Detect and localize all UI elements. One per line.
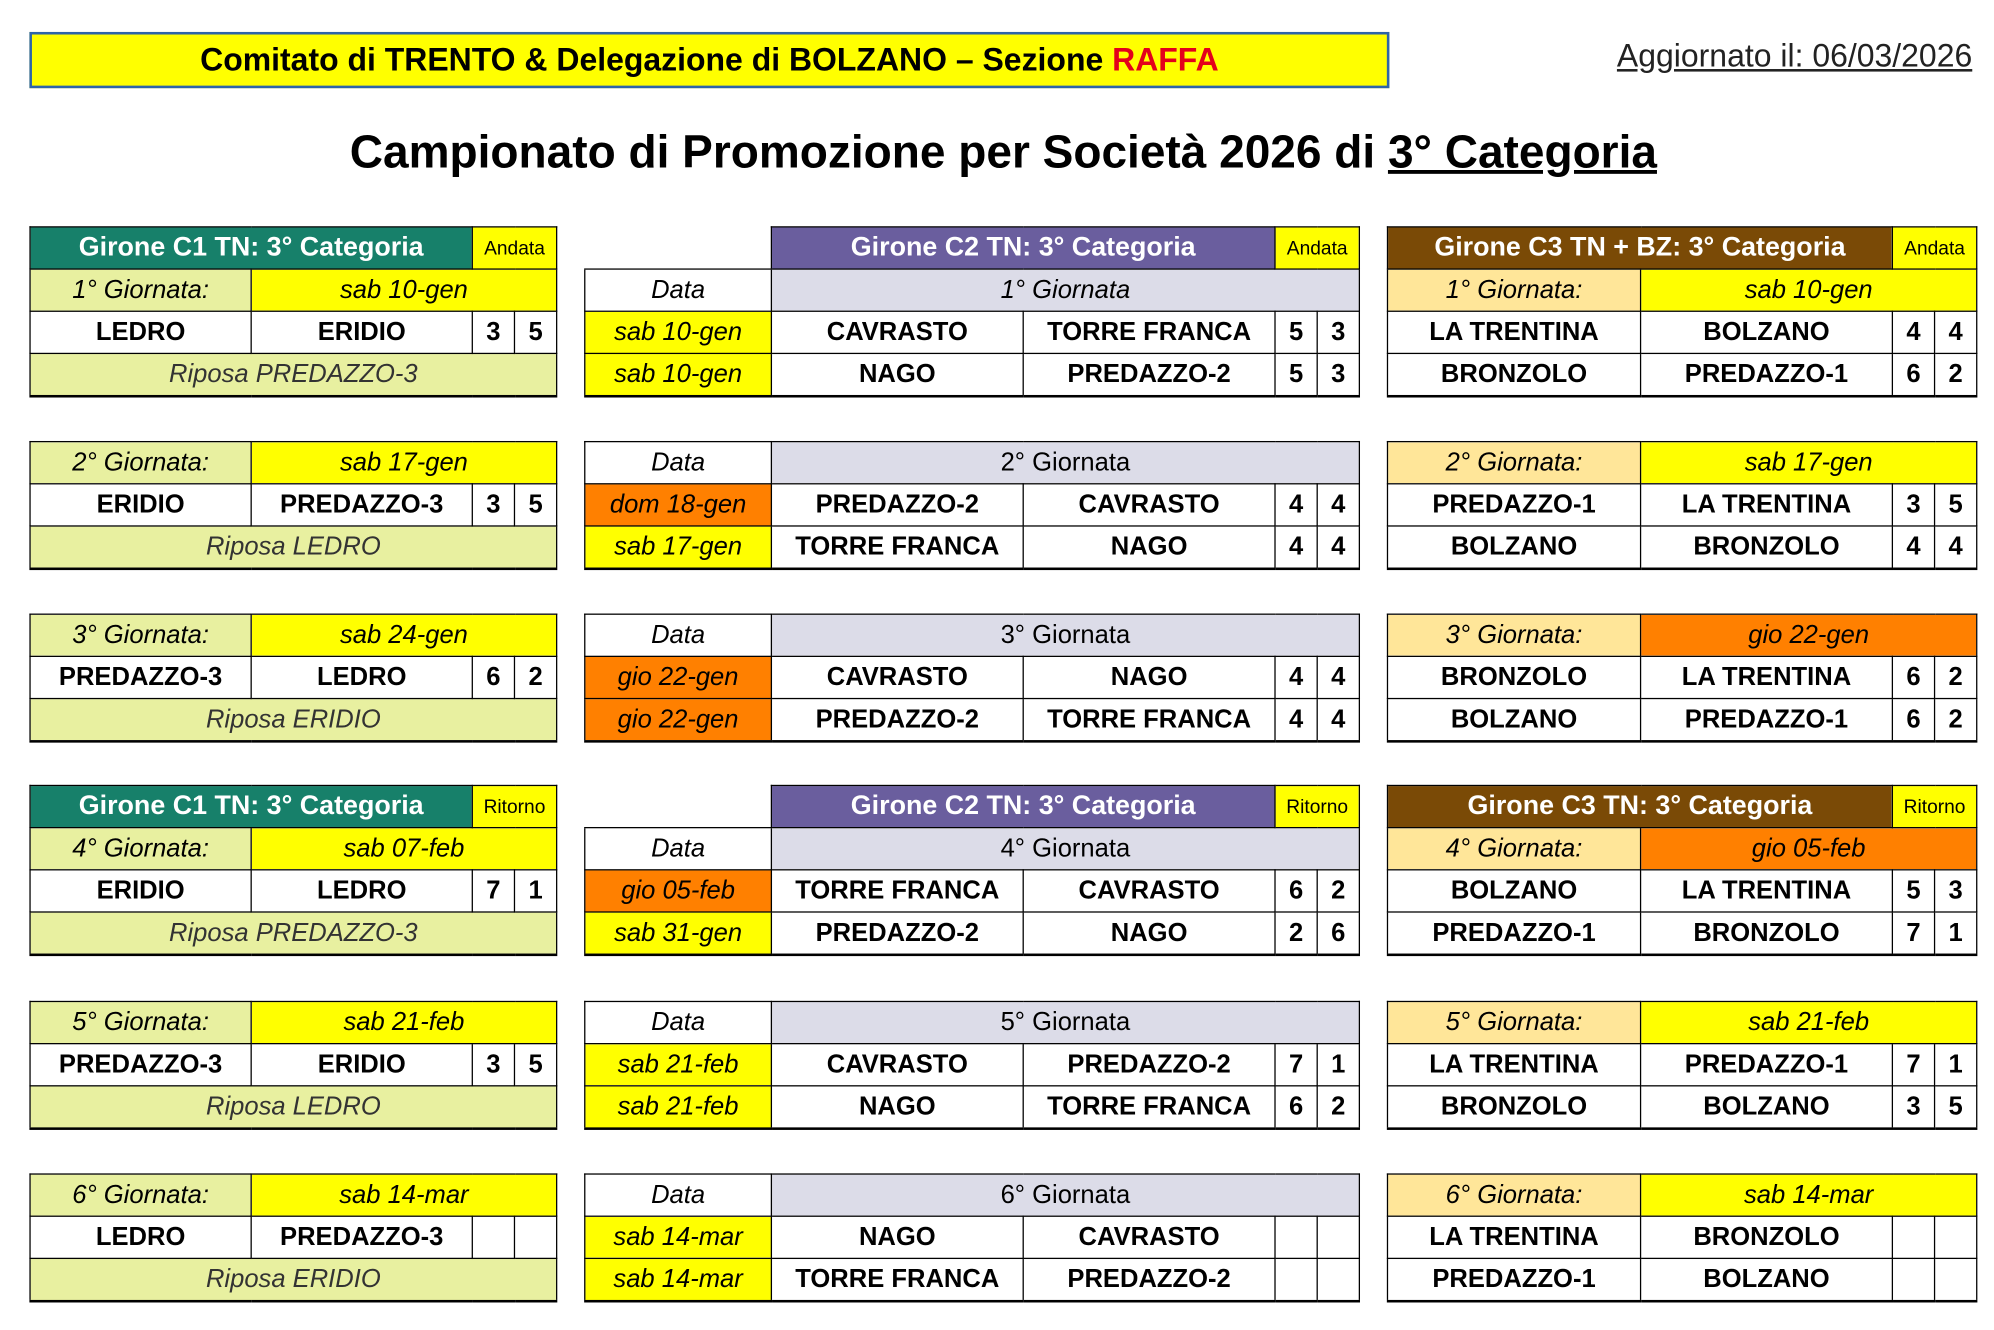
match-row [585,699,1360,742]
round-row [30,442,557,484]
home-team: ERIDIO [30,870,251,912]
away-team: PREDAZZO-3 [251,484,472,526]
home-team: PREDAZZO-1 [1387,912,1640,955]
match-date: gio 22-gen [585,656,772,698]
away-team: BRONZOLO [1641,526,1893,569]
round-label: 2° Giornata: [30,442,251,484]
round-row [1387,828,1976,870]
group-header-row [585,227,1360,269]
home-score: 5 [1275,311,1317,353]
home-score: 6 [1275,870,1317,912]
round-date: gio 05-feb [1641,828,1977,870]
home-score: 4 [1275,484,1317,526]
group-title: Girone C1 TN: 3° Categoria [30,227,472,269]
round-row [585,614,1360,656]
away-team: CAVRASTO [1023,870,1275,912]
home-team: CAVRASTO [771,311,1023,353]
round-label: 4° Giornata: [1387,828,1640,870]
round-row [585,828,1360,870]
rest-row [30,912,557,955]
group-c3-round-table [1387,1173,1978,1302]
home-team: BOLZANO [1387,870,1640,912]
round-row [30,269,557,311]
round-row [30,828,557,870]
round-label: 6° Giornata: [30,1174,251,1216]
date-column-label: Data [585,1001,772,1043]
home-team: TORRE FRANCA [771,526,1023,569]
home-score: 4 [1275,526,1317,569]
home-team: PREDAZZO-1 [1387,484,1640,526]
away-team: LEDRO [251,870,472,912]
match-date: sab 31-gen [585,912,772,955]
round-label: 3° Giornata: [30,614,251,656]
home-team: CAVRASTO [771,656,1023,698]
match-row [585,1086,1360,1129]
round-date: sab 10-gen [251,269,557,311]
resting-team: Riposa LEDRO [30,526,557,569]
phase-tag: Andata [472,227,556,269]
away-score: 3 [1935,870,1977,912]
round-row [30,1174,557,1216]
match-date: sab 14-mar [585,1258,772,1301]
away-team: NAGO [1023,656,1275,698]
home-team: PREDAZZO-2 [771,912,1023,955]
resting-team: Riposa ERIDIO [30,1258,557,1301]
group-title: Girone C3 TN: 3° Categoria [1387,785,1892,827]
rest-row [30,1086,557,1129]
away-team: BOLZANO [1641,1086,1893,1129]
away-team: PREDAZZO-2 [1023,1258,1275,1301]
round-label: 4° Giornata: [30,828,251,870]
match-row [1387,1216,1976,1258]
group-c3-round-table [1387,441,1978,570]
away-score [1935,1216,1977,1258]
home-team: ERIDIO [30,484,251,526]
round-label: 1° Giornata: [1387,269,1640,311]
away-team: PREDAZZO-2 [1023,1044,1275,1086]
match-date: dom 18-gen [585,484,772,526]
date-column-label: Data [585,1174,772,1216]
header-spacer [585,227,772,269]
home-score: 6 [1892,353,1934,396]
home-team: CAVRASTO [771,1044,1023,1086]
home-score: 3 [1892,484,1934,526]
round-row [1387,1001,1976,1043]
updated-date: Aggiornato il: 06/03/2026 [1616,38,1973,75]
away-team: BRONZOLO [1641,912,1893,955]
match-row [585,311,1360,353]
home-team: PREDAZZO-2 [771,484,1023,526]
home-team: NAGO [771,1216,1023,1258]
round-label: 4° Giornata [771,828,1359,870]
round-label: 3° Giornata [771,614,1359,656]
round-label: 1° Giornata: [30,269,251,311]
resting-team: Riposa PREDAZZO-3 [30,353,557,396]
group-c2-round-table [584,785,1360,956]
home-team: BOLZANO [1387,699,1640,742]
rest-row [30,1258,557,1301]
group-c1-round-table [29,226,557,397]
match-row [585,526,1360,569]
group-title: Girone C1 TN: 3° Categoria [30,785,472,827]
section-name: RAFFA [1112,42,1219,78]
away-score: 4 [1317,484,1359,526]
phase-tag: Andata [1275,227,1359,269]
away-team: ERIDIO [251,1044,472,1086]
match-row [1387,1258,1976,1301]
away-team: PREDAZZO-1 [1641,699,1893,742]
round-row [585,269,1360,311]
date-column-label: Data [585,614,772,656]
group-c3-round-table [1387,785,1978,956]
group-title: Girone C3 TN + BZ: 3° Categoria [1387,227,1892,269]
group-header-row [30,227,557,269]
home-score: 6 [1892,656,1934,698]
home-team: TORRE FRANCA [771,870,1023,912]
match-row [30,1044,557,1086]
away-score: 3 [1317,353,1359,396]
away-score [1317,1216,1359,1258]
home-score: 4 [1275,656,1317,698]
away-score: 2 [1935,656,1977,698]
match-row [585,912,1360,955]
group-header-row [1387,227,1976,269]
home-score: 2 [1275,912,1317,955]
home-score [1275,1258,1317,1301]
away-team: CAVRASTO [1023,1216,1275,1258]
home-score: 7 [1892,1044,1934,1086]
rest-row [30,526,557,569]
match-row [585,1258,1360,1301]
match-row [1387,311,1976,353]
home-score: 6 [1892,699,1934,742]
away-score: 2 [1317,1086,1359,1129]
group-c2-round-table [584,226,1360,397]
away-team: BOLZANO [1641,311,1893,353]
match-row [1387,1044,1976,1086]
match-date: sab 17-gen [585,526,772,569]
away-score [1935,1258,1977,1301]
home-team: TORRE FRANCA [771,1258,1023,1301]
home-team: PREDAZZO-2 [771,699,1023,742]
title-category: 3° Categoria [1387,125,1657,178]
home-team: LA TRENTINA [1387,311,1640,353]
round-date: sab 07-feb [251,828,557,870]
round-row [585,442,1360,484]
round-label: 5° Giornata: [1387,1001,1640,1043]
home-team: LEDRO [30,1216,251,1258]
away-score [1317,1258,1359,1301]
home-score [1275,1216,1317,1258]
round-date: sab 24-gen [251,614,557,656]
away-score: 1 [1317,1044,1359,1086]
match-row [1387,699,1976,742]
away-score: 2 [1935,353,1977,396]
group-header-row [30,785,557,827]
away-score: 4 [1317,699,1359,742]
away-team: NAGO [1023,912,1275,955]
match-row [1387,1086,1976,1129]
group-c3-round-table [1387,614,1978,743]
away-score: 4 [1317,656,1359,698]
home-score: 3 [472,1044,514,1086]
match-row [30,484,557,526]
away-team: ERIDIO [251,311,472,353]
group-title: Girone C2 TN: 3° Categoria [771,227,1275,269]
away-team: CAVRASTO [1023,484,1275,526]
match-row [30,656,557,698]
round-date: sab 21-feb [1641,1001,1977,1043]
round-row [1387,269,1976,311]
home-score: 3 [1892,1086,1934,1129]
group-title: Girone C2 TN: 3° Categoria [771,785,1275,827]
home-score: 6 [1275,1086,1317,1129]
away-score: 1 [1935,912,1977,955]
round-row [585,1174,1360,1216]
away-score: 1 [1935,1044,1977,1086]
group-c1-round-table [29,785,557,956]
match-date: sab 10-gen [585,311,772,353]
home-team: LA TRENTINA [1387,1216,1640,1258]
match-row [30,1216,557,1258]
match-row [30,870,557,912]
phase-tag: Ritorno [1892,785,1976,827]
match-row [585,656,1360,698]
group-c3-round-table [1387,226,1978,397]
date-column-label: Data [585,269,772,311]
round-date: gio 22-gen [1641,614,1977,656]
away-team: LEDRO [251,656,472,698]
match-row [1387,526,1976,569]
away-team: LA TRENTINA [1641,484,1893,526]
away-score: 5 [1935,1086,1977,1129]
round-row [1387,442,1976,484]
away-score: 5 [514,311,556,353]
away-score: 3 [1317,311,1359,353]
round-label: 5° Giornata: [30,1001,251,1043]
match-row [585,870,1360,912]
home-score: 4 [1275,699,1317,742]
away-team: LA TRENTINA [1641,870,1893,912]
match-row [585,1216,1360,1258]
home-score: 4 [1892,311,1934,353]
home-score: 6 [472,656,514,698]
phase-tag: Andata [1892,227,1976,269]
date-column-label: Data [585,442,772,484]
group-c2-round-table [584,1173,1360,1302]
round-date: sab 14-mar [1641,1174,1977,1216]
away-team: PREDAZZO-1 [1641,353,1893,396]
away-score [514,1216,556,1258]
match-row [585,1044,1360,1086]
match-date: sab 21-feb [585,1086,772,1129]
group-header-row [585,785,1360,827]
round-date: sab 17-gen [251,442,557,484]
away-score: 5 [514,1044,556,1086]
home-score: 5 [1892,870,1934,912]
date-column-label: Data [585,828,772,870]
away-score: 2 [1317,870,1359,912]
match-row [585,353,1360,396]
home-team: BRONZOLO [1387,353,1640,396]
phase-tag: Ritorno [1275,785,1359,827]
match-row [30,311,557,353]
home-score: 3 [472,484,514,526]
round-label: 3° Giornata: [1387,614,1640,656]
resting-team: Riposa PREDAZZO-3 [30,912,557,955]
match-date: sab 14-mar [585,1216,772,1258]
group-c2-round-table [584,1001,1360,1130]
away-score: 6 [1317,912,1359,955]
match-row [1387,870,1976,912]
group-header-row [1387,785,1976,827]
away-team: PREDAZZO-2 [1023,353,1275,396]
match-row [1387,656,1976,698]
round-date: sab 21-feb [251,1001,557,1043]
round-label: 2° Giornata: [1387,442,1640,484]
resting-team: Riposa LEDRO [30,1086,557,1129]
home-team: BRONZOLO [1387,656,1640,698]
round-label: 5° Giornata [771,1001,1359,1043]
match-date: gio 22-gen [585,699,772,742]
group-c3-round-table [1387,1001,1978,1130]
match-date: sab 21-feb [585,1044,772,1086]
round-row [1387,1174,1976,1216]
away-team: NAGO [1023,526,1275,569]
round-label: 1° Giornata [771,269,1359,311]
match-row [1387,353,1976,396]
away-team: BRONZOLO [1641,1216,1893,1258]
group-c1-round-table [29,1001,557,1130]
round-date: sab 17-gen [1641,442,1977,484]
away-score: 1 [514,870,556,912]
round-row [30,614,557,656]
match-date: gio 05-feb [585,870,772,912]
away-score: 4 [1935,526,1977,569]
rest-row [30,699,557,742]
away-score: 2 [514,656,556,698]
home-team: NAGO [771,1086,1023,1129]
match-row [1387,484,1976,526]
home-score [1892,1216,1934,1258]
home-team: PREDAZZO-3 [30,656,251,698]
round-row [1387,614,1976,656]
committee-banner [29,32,1389,88]
away-team: PREDAZZO-3 [251,1216,472,1258]
away-score: 2 [1935,699,1977,742]
phase-tag: Ritorno [472,785,556,827]
match-date: sab 10-gen [585,353,772,396]
away-team: TORRE FRANCA [1023,1086,1275,1129]
home-team: LEDRO [30,311,251,353]
home-score: 7 [1892,912,1934,955]
round-row [30,1001,557,1043]
group-c1-round-table [29,441,557,570]
resting-team: Riposa ERIDIO [30,699,557,742]
committee-title: Comitato di TRENTO & Delegazione di BOLZANO – Sezione [200,42,1113,78]
page-title [0,125,1994,179]
home-team: NAGO [771,353,1023,396]
group-c1-round-table [29,1173,557,1302]
home-score: 7 [472,870,514,912]
away-score: 5 [1935,484,1977,526]
away-team: PREDAZZO-1 [1641,1044,1893,1086]
round-row [585,1001,1360,1043]
rest-row [30,353,557,396]
round-date: sab 14-mar [251,1174,557,1216]
away-team: TORRE FRANCA [1023,311,1275,353]
away-team: LA TRENTINA [1641,656,1893,698]
group-c2-round-table [584,614,1360,743]
round-date: sab 10-gen [1641,269,1977,311]
round-label: 2° Giornata [771,442,1359,484]
round-label: 6° Giornata [771,1174,1359,1216]
home-team: PREDAZZO-3 [30,1044,251,1086]
home-team: PREDAZZO-1 [1387,1258,1640,1301]
home-score [472,1216,514,1258]
home-score: 5 [1275,353,1317,396]
home-team: LA TRENTINA [1387,1044,1640,1086]
away-team: TORRE FRANCA [1023,699,1275,742]
home-score: 4 [1892,526,1934,569]
home-score: 7 [1275,1044,1317,1086]
match-row [1387,912,1976,955]
home-team: BRONZOLO [1387,1086,1640,1129]
round-label: 6° Giornata: [1387,1174,1640,1216]
away-score: 4 [1317,526,1359,569]
match-row [585,484,1360,526]
away-score: 4 [1935,311,1977,353]
away-score: 5 [514,484,556,526]
away-team: BOLZANO [1641,1258,1893,1301]
group-c2-round-table [584,441,1360,570]
home-team: BOLZANO [1387,526,1640,569]
title-main: Campionato di Promozione per Società 2026 di [349,125,1388,178]
group-c1-round-table [29,614,557,743]
home-score [1892,1258,1934,1301]
header-spacer [585,785,772,827]
home-score: 3 [472,311,514,353]
